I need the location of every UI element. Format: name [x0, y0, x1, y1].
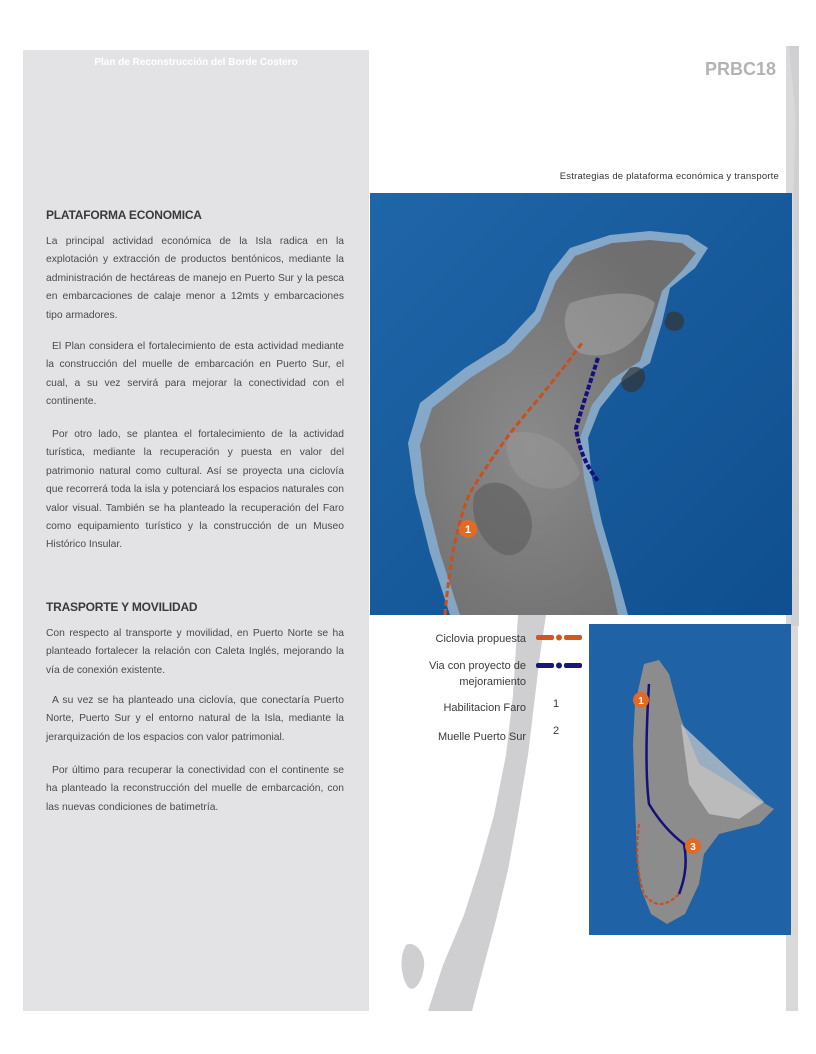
legend-via-label: Via con proyecto de mejoramiento	[428, 660, 526, 688]
paragraph-plataforma-1: La principal actividad económica de la Isla radica en la explotación y extracción de productos bentónicos, mediante la administración de hectáreas de manejo en Puerto Sur y la pesca en embarcaciones de calaje menor a 12mts y embarcaciones tipo armadores.	[46, 236, 344, 321]
document-code: PRBC18	[704, 59, 776, 79]
satellite-map-large	[370, 193, 792, 615]
paragraph-transporte-3: Por último para recuperar la conectividad con el continente se ha planteado la reconstrucción del muelle de embarcación, con las nuevas condiciones de batimetría.	[46, 765, 344, 813]
satellite-map-small	[589, 624, 791, 935]
legend-faro-label: Habilitacion Faro	[443, 702, 526, 714]
paragraph-plataforma-2: El Plan considera el fortalecimiento de esta actividad mediante la construcción del muelle de embarcación en Puerto Sur, el cual, a su vez servirá para mejorar la conectividad con el continente.	[46, 341, 344, 408]
paragraph-transporte-1: Con respecto al transporte y movilidad, en Puerto Norte se ha planteado fortalecer la relación con Caleta Inglés, mejorando la vía de conexión existente.	[46, 628, 344, 676]
legend-faro-number: 1	[553, 698, 560, 710]
legend-via-symbol	[536, 661, 582, 671]
legend-muelle-label: Muelle Puerto Sur	[437, 731, 526, 743]
text-panel	[23, 50, 369, 1011]
section-title-plataforma: PLATAFORMA ECONOMICA	[46, 208, 202, 222]
marker-1-label: 1	[464, 524, 472, 536]
legend-muelle-number: 2	[553, 725, 560, 737]
paragraph-plataforma-3: Por otro lado, se plantea el fortalecimiento de la actividad turística, mediante la recuperación y puesta en valor del patrimonio natural como cultural. Así se proyecta una ciclovía que recorrerá toda la isla y potenciará los espacios naturales con valor visual. También se ha planteado la recuperación del Faro como equipamiento turístico y la construcción de un Museo Histórico Insular.	[46, 429, 344, 551]
section-title-transporte: TRASPORTE Y MOVILIDAD	[46, 600, 198, 614]
marker-1-small-label: 1	[638, 696, 644, 707]
legend-ciclovia-label: Ciclovia propuesta	[435, 633, 526, 645]
document-title: Plan de Reconstrucción del Borde Costero	[94, 57, 298, 68]
paragraph-transporte-2: A su vez se ha planteado una ciclovía, que conectaría Puerto Norte, Puerto Sur y el entorno natural de la Isla, mediante la jerarquización de los espacios con valor patrimonial.	[46, 695, 344, 743]
marker-3-small-label: 3	[690, 842, 696, 853]
map-caption: Estrategias de plataforma económica y transporte	[559, 171, 779, 182]
page-number: 23	[718, 952, 767, 1001]
legend-ciclovia-symbol	[536, 633, 582, 643]
